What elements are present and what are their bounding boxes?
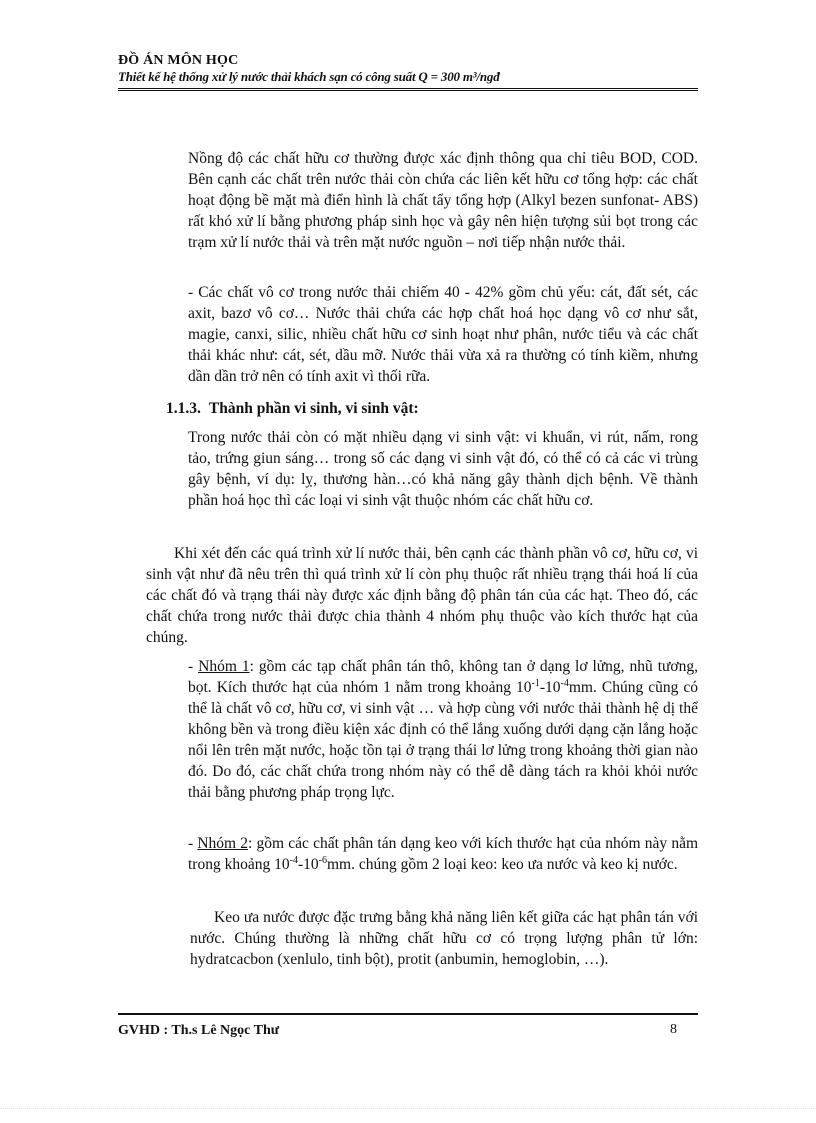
paragraph-text: Trong nước thải còn có mặt nhiều dạng vi sinh vật: vi khuẩn, vi rút, nấm, rong tảo, trứng giun sáng… trong số các dạng vi sinh vật đó, có thể có cả các vi trùng gây bệnh, ví dụ: lỵ, thương hàn…có khả năng gây thành dịch bệnh. Về thành phần hoá học thì các loại vi sinh vật thuộc nhóm các chất hữu cơ. [188, 429, 698, 509]
page-number: 8 [670, 1022, 677, 1037]
text-part: mm. Chúng cũng có thể là chất vô cơ, hữu cơ, vi sinh vật … và hợp cùng với nước thải thành hệ dị thể không bền và trong điều kiện xác định có thể lắng xuống dưới dạng cặn lắng hoặc nổi lên trên mặt nước, hoặc tồn tại ở trạng thái lơ lửng trong khoảng thời gian nào đó. Do đó, các chất chứa trong nhóm này có thể dễ dàng tách ra khỏi khỏi nước thải bằng phương pháp trọng lực. [188, 679, 698, 801]
group-label: Nhóm 2 [197, 835, 249, 852]
exponent: -6 [318, 854, 327, 866]
text-part: : gồm các chất phân tán dạng keo với kích thước hạt của nhóm này nằm trong khoảng 10 [188, 835, 699, 873]
text-part: -10 [297, 856, 319, 873]
paragraph-group-1 [188, 656, 698, 803]
page-edge-divider [0, 1108, 816, 1109]
paragraph-text [188, 833, 698, 875]
exponent: -4 [289, 854, 298, 866]
header-subtitle: Thiết kế hệ thống xử lý nước thải khách sạn có công suất Q = 300 m³/ngđ [118, 69, 500, 84]
text-part: -10 [539, 679, 561, 696]
paragraph-group-2 [188, 833, 698, 875]
footer-rule [118, 1013, 698, 1015]
paragraph-text: Keo ưa nước được đặc trưng bằng khả năng liên kết giữa các hạt phân tán với nước. Chúng thường là những chất hữu cơ có trọng lượng phân tử lớn: hydratcacbon (xenlulo, tinh bột), protit (anbumin, hemoglobin, …). [190, 909, 698, 968]
paragraph-text [188, 656, 698, 803]
exponent: -4 [560, 677, 569, 689]
section-title: Thành phần vi sinh, vi sinh vật: [208, 400, 419, 417]
paragraph-hydrophilic-colloid [190, 907, 698, 970]
footer-advisor: GVHD : Th.s Lê Ngọc Thư [118, 1023, 280, 1038]
dash: - [188, 658, 199, 675]
text-part: mm. chúng gồm 2 loại keo: keo ưa nước và keo kị nước. [326, 856, 678, 873]
paragraph-inorganic [188, 282, 698, 387]
paragraph-text: Khi xét đến các quá trình xử lí nước thải, bên cạnh các thành phần vô cơ, hữu cơ, vi sinh vật như đã nêu trên thì quá trình xử lí còn phụ thuộc rất nhiều trạng thái hoá lí của các chất đó và trạng thái này được xác định bằng độ phân tán của các hạt. Theo đó, các chất chứa trong nước thải được chia thành 4 nhóm phụ thuộc vào kích thước hạt của chúng. [146, 545, 698, 646]
paragraph-microorganisms [188, 427, 698, 511]
section-heading [166, 398, 419, 419]
paragraph-dispersion [146, 543, 698, 648]
header-title: ĐỒ ÁN MÔN HỌC [118, 53, 239, 68]
exponent: -1 [531, 677, 540, 689]
section-number: 1.1.3. [166, 400, 201, 417]
group-label: Nhóm 1 [198, 658, 250, 675]
page-header [118, 52, 698, 85]
paragraph-text: - Các chất vô cơ trong nước thải chiếm 40 - 42% gồm chủ yếu: cát, đất sét, các axit, bazơ vô cơ… Nước thải chứa các hợp chất hoá học dạng vô cơ như sắt, magie, canxi, silic, nhiều chất hữu cơ sinh hoạt như phân, nước tiểu và các chất thải khác như: cát, sét, dầu mỡ. Nước thải vừa xả ra thường có tính kiềm, nhưng dần dần trở nên có tính axit vì thối rữa. [188, 284, 698, 385]
text-part: : gồm các tạp chất phân tán thô, không tan ở dạng lơ lửng, nhũ tương, bọt. Kích thước hạt của nhóm 1 nằm trong khoảng 10 [188, 658, 698, 696]
paragraph-organic-concentration [188, 148, 698, 253]
dash: - [188, 835, 198, 852]
paragraph-text: Nồng độ các chất hữu cơ thường được xác định thông qua chỉ tiêu BOD, COD. Bên cạnh các chất trên nước thải còn chứa các liên kết hữu cơ tổng hợp: các chất hoạt động bề mặt mà điển hình là chất tẩy tổng hợp (Alkyl bezen sunfonat- ABS) rất khó xử lí bằng phương pháp sinh học và gây nên hiện tượng sủi bọt trong các trạm xử lí nước thải và trên mặt nước nguồn – nơi tiếp nhận nước thải. [188, 150, 698, 251]
header-rule [118, 88, 698, 91]
